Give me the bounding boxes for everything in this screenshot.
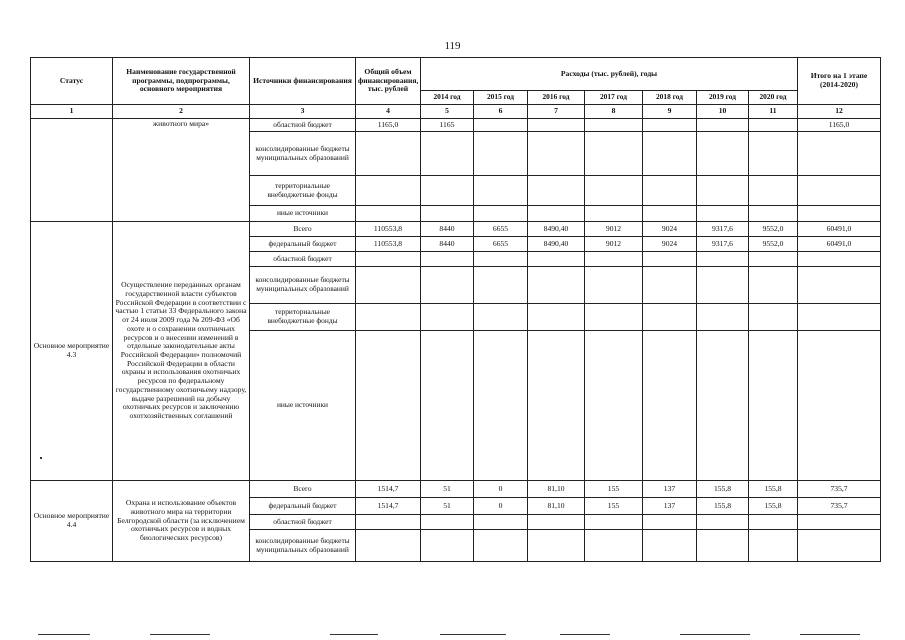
year-amount-cell xyxy=(421,206,474,222)
status-cell: Основное мероприятие 4.3 xyxy=(31,222,113,481)
stage-total-cell xyxy=(798,331,881,481)
year-amount-cell: 1165 xyxy=(421,119,474,132)
year-amount-cell: 155,8 xyxy=(749,498,798,515)
year-amount-cell: 9552,0 xyxy=(749,222,798,237)
year-amount-cell xyxy=(749,176,798,206)
year-amount-cell xyxy=(528,515,585,530)
column-number: 7 xyxy=(528,105,585,119)
header-year: 2016 год xyxy=(528,91,585,105)
year-amount-cell xyxy=(585,206,643,222)
status-cell xyxy=(31,119,113,222)
column-number: 4 xyxy=(356,105,421,119)
column-number: 3 xyxy=(250,105,356,119)
stage-total-cell: 735,7 xyxy=(798,481,881,498)
header-year: 2014 год xyxy=(421,91,474,105)
year-amount-cell xyxy=(749,267,798,304)
funding-source-cell: консолидированные бюджеты муниципальных образований xyxy=(250,267,356,304)
year-amount-cell xyxy=(421,132,474,176)
column-number: 6 xyxy=(474,105,528,119)
page-number: 119 xyxy=(444,40,461,52)
year-amount-cell xyxy=(697,331,749,481)
year-amount-cell: 8490,40 xyxy=(528,222,585,237)
year-amount-cell xyxy=(643,119,697,132)
table-row xyxy=(31,222,881,237)
funding-source-cell: консолидированные бюджеты муниципальных образований xyxy=(250,530,356,562)
header-year: 2017 год xyxy=(585,91,643,105)
year-amount-cell xyxy=(585,252,643,267)
year-amount-cell: 9317,6 xyxy=(697,237,749,252)
year-amount-cell xyxy=(643,304,697,331)
year-amount-cell: 137 xyxy=(643,498,697,515)
budget-table xyxy=(30,57,881,562)
total-amount-cell xyxy=(356,304,421,331)
total-amount-cell xyxy=(356,530,421,562)
total-amount-cell xyxy=(356,206,421,222)
year-amount-cell: 8490,40 xyxy=(528,237,585,252)
year-amount-cell xyxy=(421,252,474,267)
year-amount-cell xyxy=(697,515,749,530)
total-amount-cell xyxy=(356,176,421,206)
header-year: 2018 год xyxy=(643,91,697,105)
header-total: Общий объем финансирования, тыс. рублей xyxy=(356,58,421,105)
year-amount-cell xyxy=(697,176,749,206)
year-amount-cell xyxy=(643,515,697,530)
year-amount-cell: 155,8 xyxy=(697,481,749,498)
year-amount-cell xyxy=(528,252,585,267)
header-sources: Источники финансирования xyxy=(250,58,356,105)
year-amount-cell xyxy=(643,331,697,481)
year-amount-cell: 155 xyxy=(585,498,643,515)
header-name: Наименование государственной программы, подпрограммы, основного мероприятия xyxy=(113,58,250,105)
column-number: 11 xyxy=(749,105,798,119)
year-amount-cell xyxy=(421,530,474,562)
year-amount-cell xyxy=(421,331,474,481)
year-amount-cell xyxy=(585,304,643,331)
year-amount-cell xyxy=(585,515,643,530)
year-amount-cell: 9024 xyxy=(643,222,697,237)
measure-name-cell: Осуществление переданных органам государственной власти субъектов Российской Федерации в соответствии с частью 1 статьи 33 Федерального закона от 24 июля 2009 года № 209-ФЗ «Об охоте и о сохранении охотничьих ресурсов и о внесении изменений в отдельные законодательные акты Российской Федерации» полномочий Российской Федерации в области охраны и использования охотничьих ресурсов по федеральному государственному охотничьему надзору, выдаче разрешений на добычу охотничьих ресурсов и заключению охотхозяйственных соглашений xyxy=(113,222,250,481)
year-amount-cell: 9317,6 xyxy=(697,222,749,237)
year-amount-cell xyxy=(474,267,528,304)
year-amount-cell xyxy=(697,119,749,132)
stage-total-cell xyxy=(798,267,881,304)
year-amount-cell xyxy=(421,267,474,304)
year-amount-cell xyxy=(474,530,528,562)
year-amount-cell xyxy=(749,515,798,530)
table-row xyxy=(31,119,881,132)
year-amount-cell xyxy=(697,304,749,331)
year-amount-cell xyxy=(528,132,585,176)
year-amount-cell xyxy=(585,331,643,481)
funding-source-cell: областной бюджет xyxy=(250,515,356,530)
year-amount-cell: 9012 xyxy=(585,222,643,237)
year-amount-cell xyxy=(474,206,528,222)
stage-total-cell: 735,7 xyxy=(798,498,881,515)
funding-source-cell: консолидированные бюджеты муниципальных образований xyxy=(250,132,356,176)
column-number: 2 xyxy=(113,105,250,119)
year-amount-cell xyxy=(585,530,643,562)
year-amount-cell xyxy=(474,304,528,331)
year-amount-cell xyxy=(749,530,798,562)
year-amount-cell xyxy=(643,132,697,176)
stage-total-cell xyxy=(798,530,881,562)
year-amount-cell xyxy=(697,206,749,222)
year-amount-cell xyxy=(474,515,528,530)
year-amount-cell: 9024 xyxy=(643,237,697,252)
total-amount-cell: 1514,7 xyxy=(356,498,421,515)
year-amount-cell xyxy=(585,176,643,206)
year-amount-cell: 6655 xyxy=(474,222,528,237)
year-amount-cell xyxy=(697,530,749,562)
total-amount-cell: 1165,0 xyxy=(356,119,421,132)
year-amount-cell xyxy=(643,206,697,222)
year-amount-cell: 8440 xyxy=(421,237,474,252)
header-expenses: Расходы (тыс. рублей), годы xyxy=(421,58,798,91)
year-amount-cell xyxy=(474,176,528,206)
year-amount-cell xyxy=(528,304,585,331)
year-amount-cell xyxy=(528,119,585,132)
year-amount-cell: 137 xyxy=(643,481,697,498)
funding-source-cell: иные источники xyxy=(250,331,356,481)
year-amount-cell xyxy=(643,252,697,267)
year-amount-cell: 9012 xyxy=(585,237,643,252)
header-year: 2019 год xyxy=(697,91,749,105)
stage-total-cell xyxy=(798,304,881,331)
year-amount-cell: 81,10 xyxy=(528,481,585,498)
funding-source-cell: территориальные внебюджетные фонды xyxy=(250,176,356,206)
stage-total-cell: 60491,0 xyxy=(798,237,881,252)
stage-total-cell xyxy=(798,515,881,530)
total-amount-cell xyxy=(356,132,421,176)
stage-total-cell xyxy=(798,132,881,176)
measure-name-cell: Охрана и использование объектов животного мира на территории Белгородской области (за исключением охотничьих ресурсов и водных биологических ресурсов) xyxy=(113,481,250,562)
total-amount-cell xyxy=(356,267,421,304)
year-amount-cell: 8440 xyxy=(421,222,474,237)
stage-total-cell: 1165,0 xyxy=(798,119,881,132)
total-amount-cell: 110553,8 xyxy=(356,237,421,252)
column-number: 12 xyxy=(798,105,881,119)
year-amount-cell xyxy=(528,530,585,562)
year-amount-cell xyxy=(585,132,643,176)
year-amount-cell xyxy=(421,176,474,206)
column-number: 1 xyxy=(31,105,113,119)
header-year: 2020 год xyxy=(749,91,798,105)
funding-source-cell: федеральный бюджет xyxy=(250,237,356,252)
year-amount-cell xyxy=(749,331,798,481)
year-amount-cell xyxy=(474,132,528,176)
funding-source-cell: иные источники xyxy=(250,206,356,222)
year-amount-cell: 51 xyxy=(421,481,474,498)
funding-source-cell: федеральный бюджет xyxy=(250,498,356,515)
year-amount-cell: 0 xyxy=(474,498,528,515)
year-amount-cell xyxy=(474,252,528,267)
year-amount-cell xyxy=(643,176,697,206)
year-amount-cell xyxy=(643,267,697,304)
year-amount-cell: 155,8 xyxy=(749,481,798,498)
column-number: 8 xyxy=(585,105,643,119)
stage-total-cell xyxy=(798,252,881,267)
year-amount-cell xyxy=(749,119,798,132)
year-amount-cell xyxy=(528,267,585,304)
year-amount-cell xyxy=(474,119,528,132)
funding-source-cell: областной бюджет xyxy=(250,252,356,267)
header-stage-total: Итого на 1 этапе (2014-2020) xyxy=(798,58,881,105)
year-amount-cell: 9552,0 xyxy=(749,237,798,252)
total-amount-cell: 1514,7 xyxy=(356,481,421,498)
column-number: 5 xyxy=(421,105,474,119)
header-status: Статус xyxy=(31,58,113,105)
year-amount-cell xyxy=(697,252,749,267)
year-amount-cell: 6655 xyxy=(474,237,528,252)
year-amount-cell xyxy=(697,132,749,176)
year-amount-cell xyxy=(528,176,585,206)
total-amount-cell: 110553,8 xyxy=(356,222,421,237)
year-amount-cell xyxy=(421,304,474,331)
total-amount-cell xyxy=(356,515,421,530)
year-amount-cell xyxy=(749,206,798,222)
year-amount-cell xyxy=(697,267,749,304)
year-amount-cell: 81,10 xyxy=(528,498,585,515)
column-number: 9 xyxy=(643,105,697,119)
year-amount-cell: 51 xyxy=(421,498,474,515)
total-amount-cell xyxy=(356,331,421,481)
header-year: 2015 год xyxy=(474,91,528,105)
column-number: 10 xyxy=(697,105,749,119)
year-amount-cell xyxy=(643,530,697,562)
year-amount-cell: 0 xyxy=(474,481,528,498)
stage-total-cell: 60491,0 xyxy=(798,222,881,237)
measure-name-cell: животного мира» xyxy=(113,119,250,222)
funding-source-cell: Всего xyxy=(250,222,356,237)
total-amount-cell xyxy=(356,252,421,267)
year-amount-cell xyxy=(528,331,585,481)
funding-source-cell: Всего xyxy=(250,481,356,498)
year-amount-cell xyxy=(474,331,528,481)
year-amount-cell xyxy=(749,252,798,267)
year-amount-cell xyxy=(749,132,798,176)
year-amount-cell: 155,8 xyxy=(697,498,749,515)
year-amount-cell xyxy=(585,119,643,132)
status-cell: Основное мероприятие 4.4 xyxy=(31,481,113,562)
year-amount-cell xyxy=(528,206,585,222)
funding-source-cell: областной бюджет xyxy=(250,119,356,132)
year-amount-cell xyxy=(585,267,643,304)
year-amount-cell xyxy=(421,515,474,530)
stage-total-cell xyxy=(798,176,881,206)
funding-source-cell: территориальные внебюджетные фонды xyxy=(250,304,356,331)
table-row xyxy=(31,481,881,498)
year-amount-cell xyxy=(749,304,798,331)
stage-total-cell xyxy=(798,206,881,222)
year-amount-cell: 155 xyxy=(585,481,643,498)
